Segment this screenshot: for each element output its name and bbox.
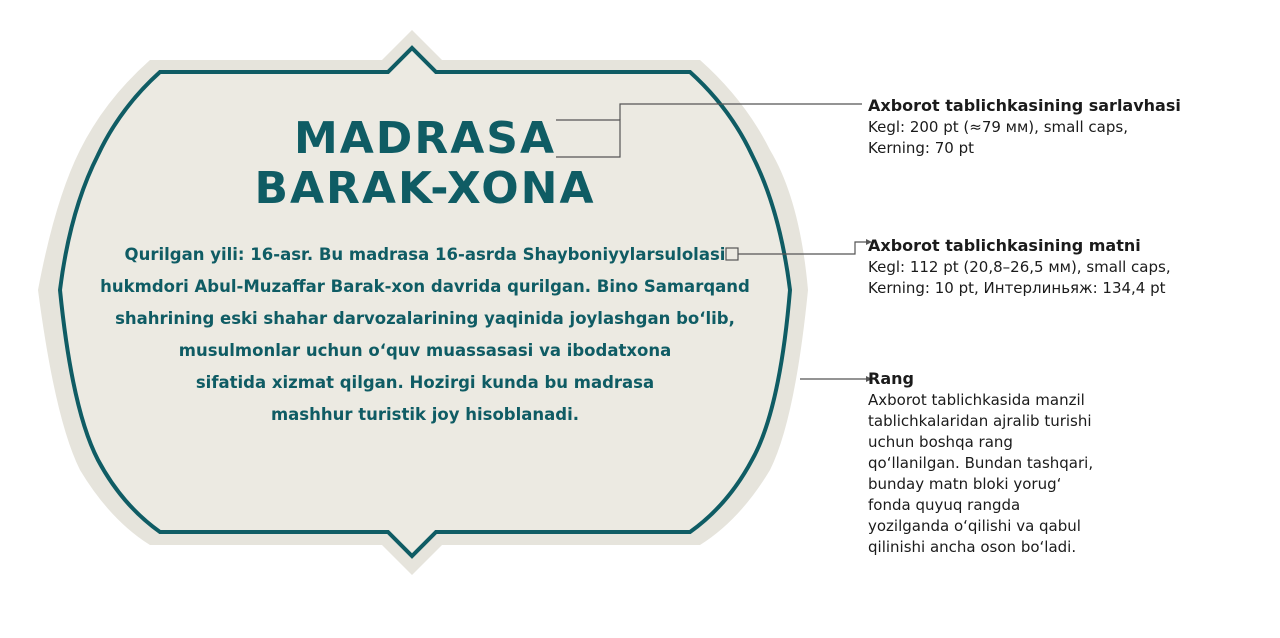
annotation-text-spec: [868, 235, 1171, 299]
annotation-color-spec: [868, 368, 1093, 558]
annotation-line: yozilganda o‘qilishi va qabul: [868, 517, 1081, 535]
annotation-line: Kegl: 200 pt (≈79 мм), small caps,: [868, 118, 1128, 136]
annotation-line: Kerning: 70 pt: [868, 139, 975, 157]
annotation-line: Axborot tablichkasida manzil: [868, 391, 1085, 409]
annotation-heading: Rang: [868, 369, 914, 388]
annotation-line: bunday matn bloki yorug‘: [868, 475, 1062, 493]
plaque-body-line-5: sifatida xizmat qilgan. Hozirgi kunda bu madrasa: [195, 373, 655, 392]
annotation-heading: Axborot tablichkasining sarlavhasi: [868, 96, 1181, 115]
annotation-line: qo‘llanilgan. Bundan tashqari,: [868, 454, 1094, 472]
annotation-heading: Axborot tablichkasining matni: [868, 236, 1141, 255]
plaque-body-line-2: hukmdori Abul-Muzaffar Barak-xon davrida qurilgan. Bino Samarqand: [100, 277, 750, 296]
annotation-line: Kerning: 10 pt, Интерлиньяж: 134,4 pt: [868, 279, 1166, 297]
annotation-line: uchun boshqa rang: [868, 433, 1013, 451]
plaque-body-line-4: musulmonlar uchun o‘quv muassasasi va ibodatxona: [178, 341, 672, 360]
plaque-title-line-1: MADRASA: [293, 113, 557, 164]
plaque-body-line-1: Qurilgan yili: 16-asr. Bu madrasa 16-asrda Shayboniyylarsulolasi: [124, 245, 726, 264]
plaque-body-line-3: shahrining eski shahar darvozalarining yaqinida joylashgan bo‘lib,: [115, 309, 735, 328]
plaque-body-line-6: mashhur turistik joy hisoblanadi.: [270, 405, 580, 424]
annotation-line: qilinishi ancha oson bo‘ladi.: [868, 538, 1077, 556]
annotation-line: fonda quyuq rangda: [868, 496, 1021, 514]
annotation-line: Kegl: 112 pt (20,8–26,5 мм), small caps,: [868, 258, 1171, 276]
plaque-title-line-2: BARAK-XONA: [254, 163, 596, 214]
annotation-line: tablichkalaridan ajralib turishi: [868, 412, 1092, 430]
annotation-title-spec: [868, 95, 1181, 159]
